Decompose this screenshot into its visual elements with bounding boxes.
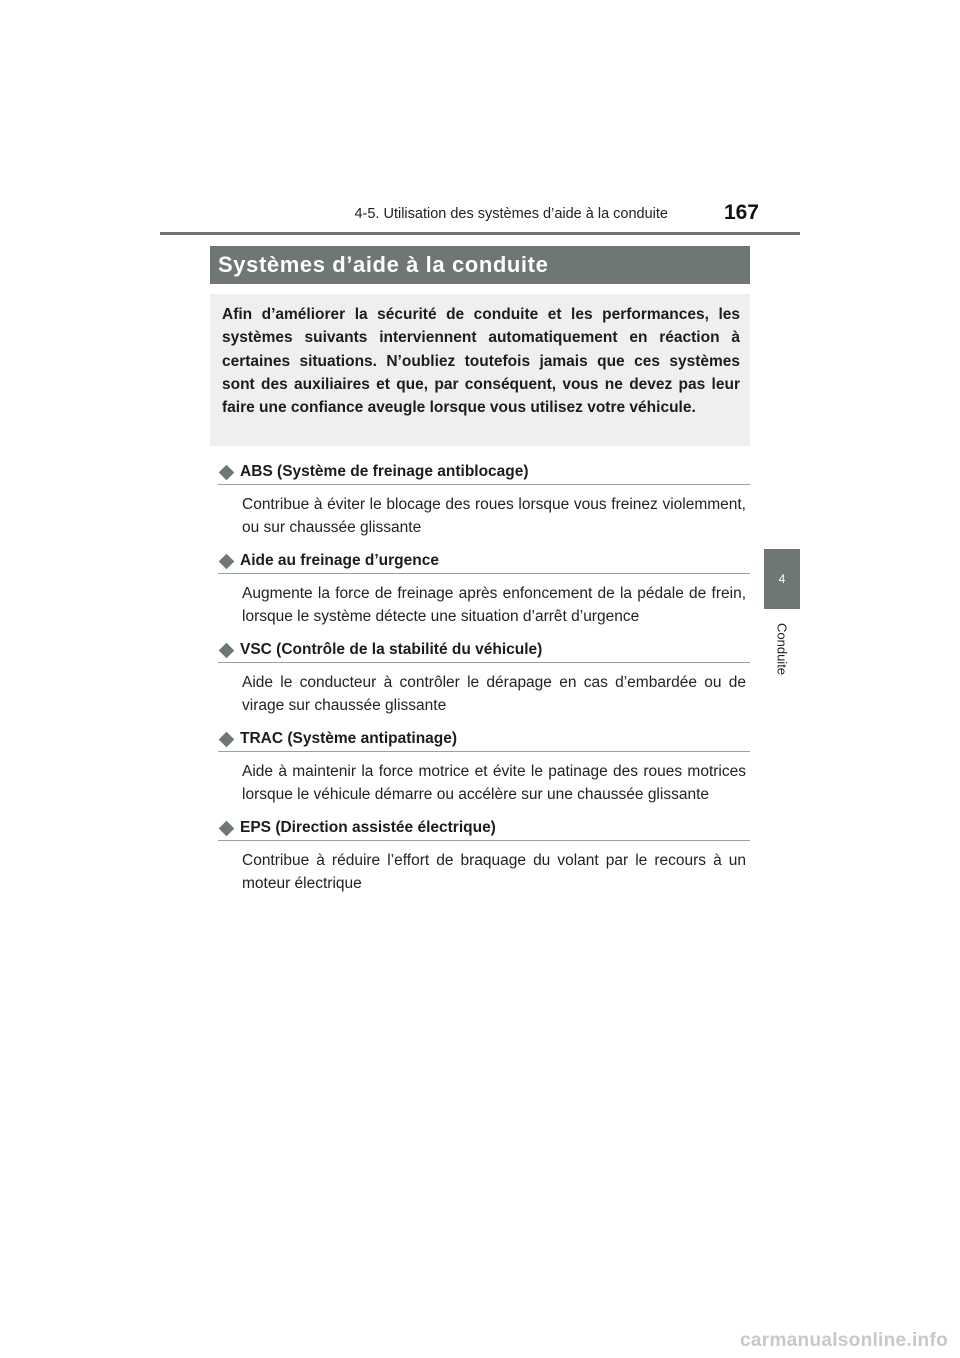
feature-title: EPS (Direction assistée électrique) bbox=[240, 819, 496, 836]
feature-list bbox=[218, 460, 750, 905]
feature-title: VSC (Contrôle de la stabilité du véhicule) bbox=[240, 641, 543, 658]
feature-title: Aide au freinage d’urgence bbox=[240, 552, 439, 569]
intro-box bbox=[210, 294, 750, 446]
feature-heading bbox=[218, 549, 750, 574]
feature-item-abs bbox=[218, 460, 750, 539]
feature-heading bbox=[218, 638, 750, 663]
feature-description: Aide le conducteur à contrôler le dérapage en cas d’embardée ou de virage sur chaussée glissante bbox=[242, 674, 746, 714]
intro-text: Afin d’améliorer la sécurité de conduite et les performances, les systèmes suivants interviennent automatiquement en réaction à certaines situations. N’oubliez toutefois jamais que ces systèmes sont des auxiliaires et que, par conséquent, vous ne devez pas leur faire une confiance aveugle lorsque vous utilisez votre véhicule. bbox=[222, 306, 740, 417]
feature-title: TRAC (Système antipatinage) bbox=[240, 730, 458, 747]
diamond-bullet-icon bbox=[219, 731, 235, 747]
chapter-tab-label: Conduite bbox=[774, 622, 790, 676]
feature-description: Contribue à éviter le blocage des roues lorsque vous freinez violemment, ou sur chaussée glissante bbox=[242, 496, 746, 536]
feature-heading bbox=[218, 727, 750, 752]
watermark: carmanualsonline.info bbox=[740, 1330, 948, 1351]
feature-item-eps bbox=[218, 816, 750, 895]
feature-description: Aide à maintenir la force motrice et évite le patinage des roues motrices lorsque le véhicule démarre ou accélère sur une chaussée glissante bbox=[242, 763, 746, 803]
page-title: Systèmes d’aide à la conduite bbox=[210, 246, 750, 284]
feature-item-vsc bbox=[218, 638, 750, 717]
diamond-bullet-icon bbox=[219, 464, 235, 480]
diamond-bullet-icon bbox=[219, 553, 235, 569]
diamond-bullet-icon bbox=[219, 642, 235, 658]
header-divider bbox=[160, 232, 800, 235]
feature-description: Contribue à réduire l’effort de braquage du volant par le recours à un moteur électrique bbox=[242, 852, 746, 892]
feature-item-trac bbox=[218, 727, 750, 806]
chapter-tab-number: 4 bbox=[764, 549, 800, 609]
feature-heading bbox=[218, 460, 750, 485]
header-section-title: 4-5. Utilisation des systèmes d’aide à la conduite bbox=[354, 206, 668, 222]
page-number: 167 bbox=[723, 201, 759, 224]
feature-description: Augmente la force de freinage après enfoncement de la pédale de frein, lorsque le système détecte une situation d’arrêt d’urgence bbox=[242, 585, 746, 625]
diamond-bullet-icon bbox=[219, 820, 235, 836]
feature-heading bbox=[218, 816, 750, 841]
feature-item-emergency-brake-assist bbox=[218, 549, 750, 628]
feature-title: ABS (Système de freinage antiblocage) bbox=[240, 463, 529, 480]
